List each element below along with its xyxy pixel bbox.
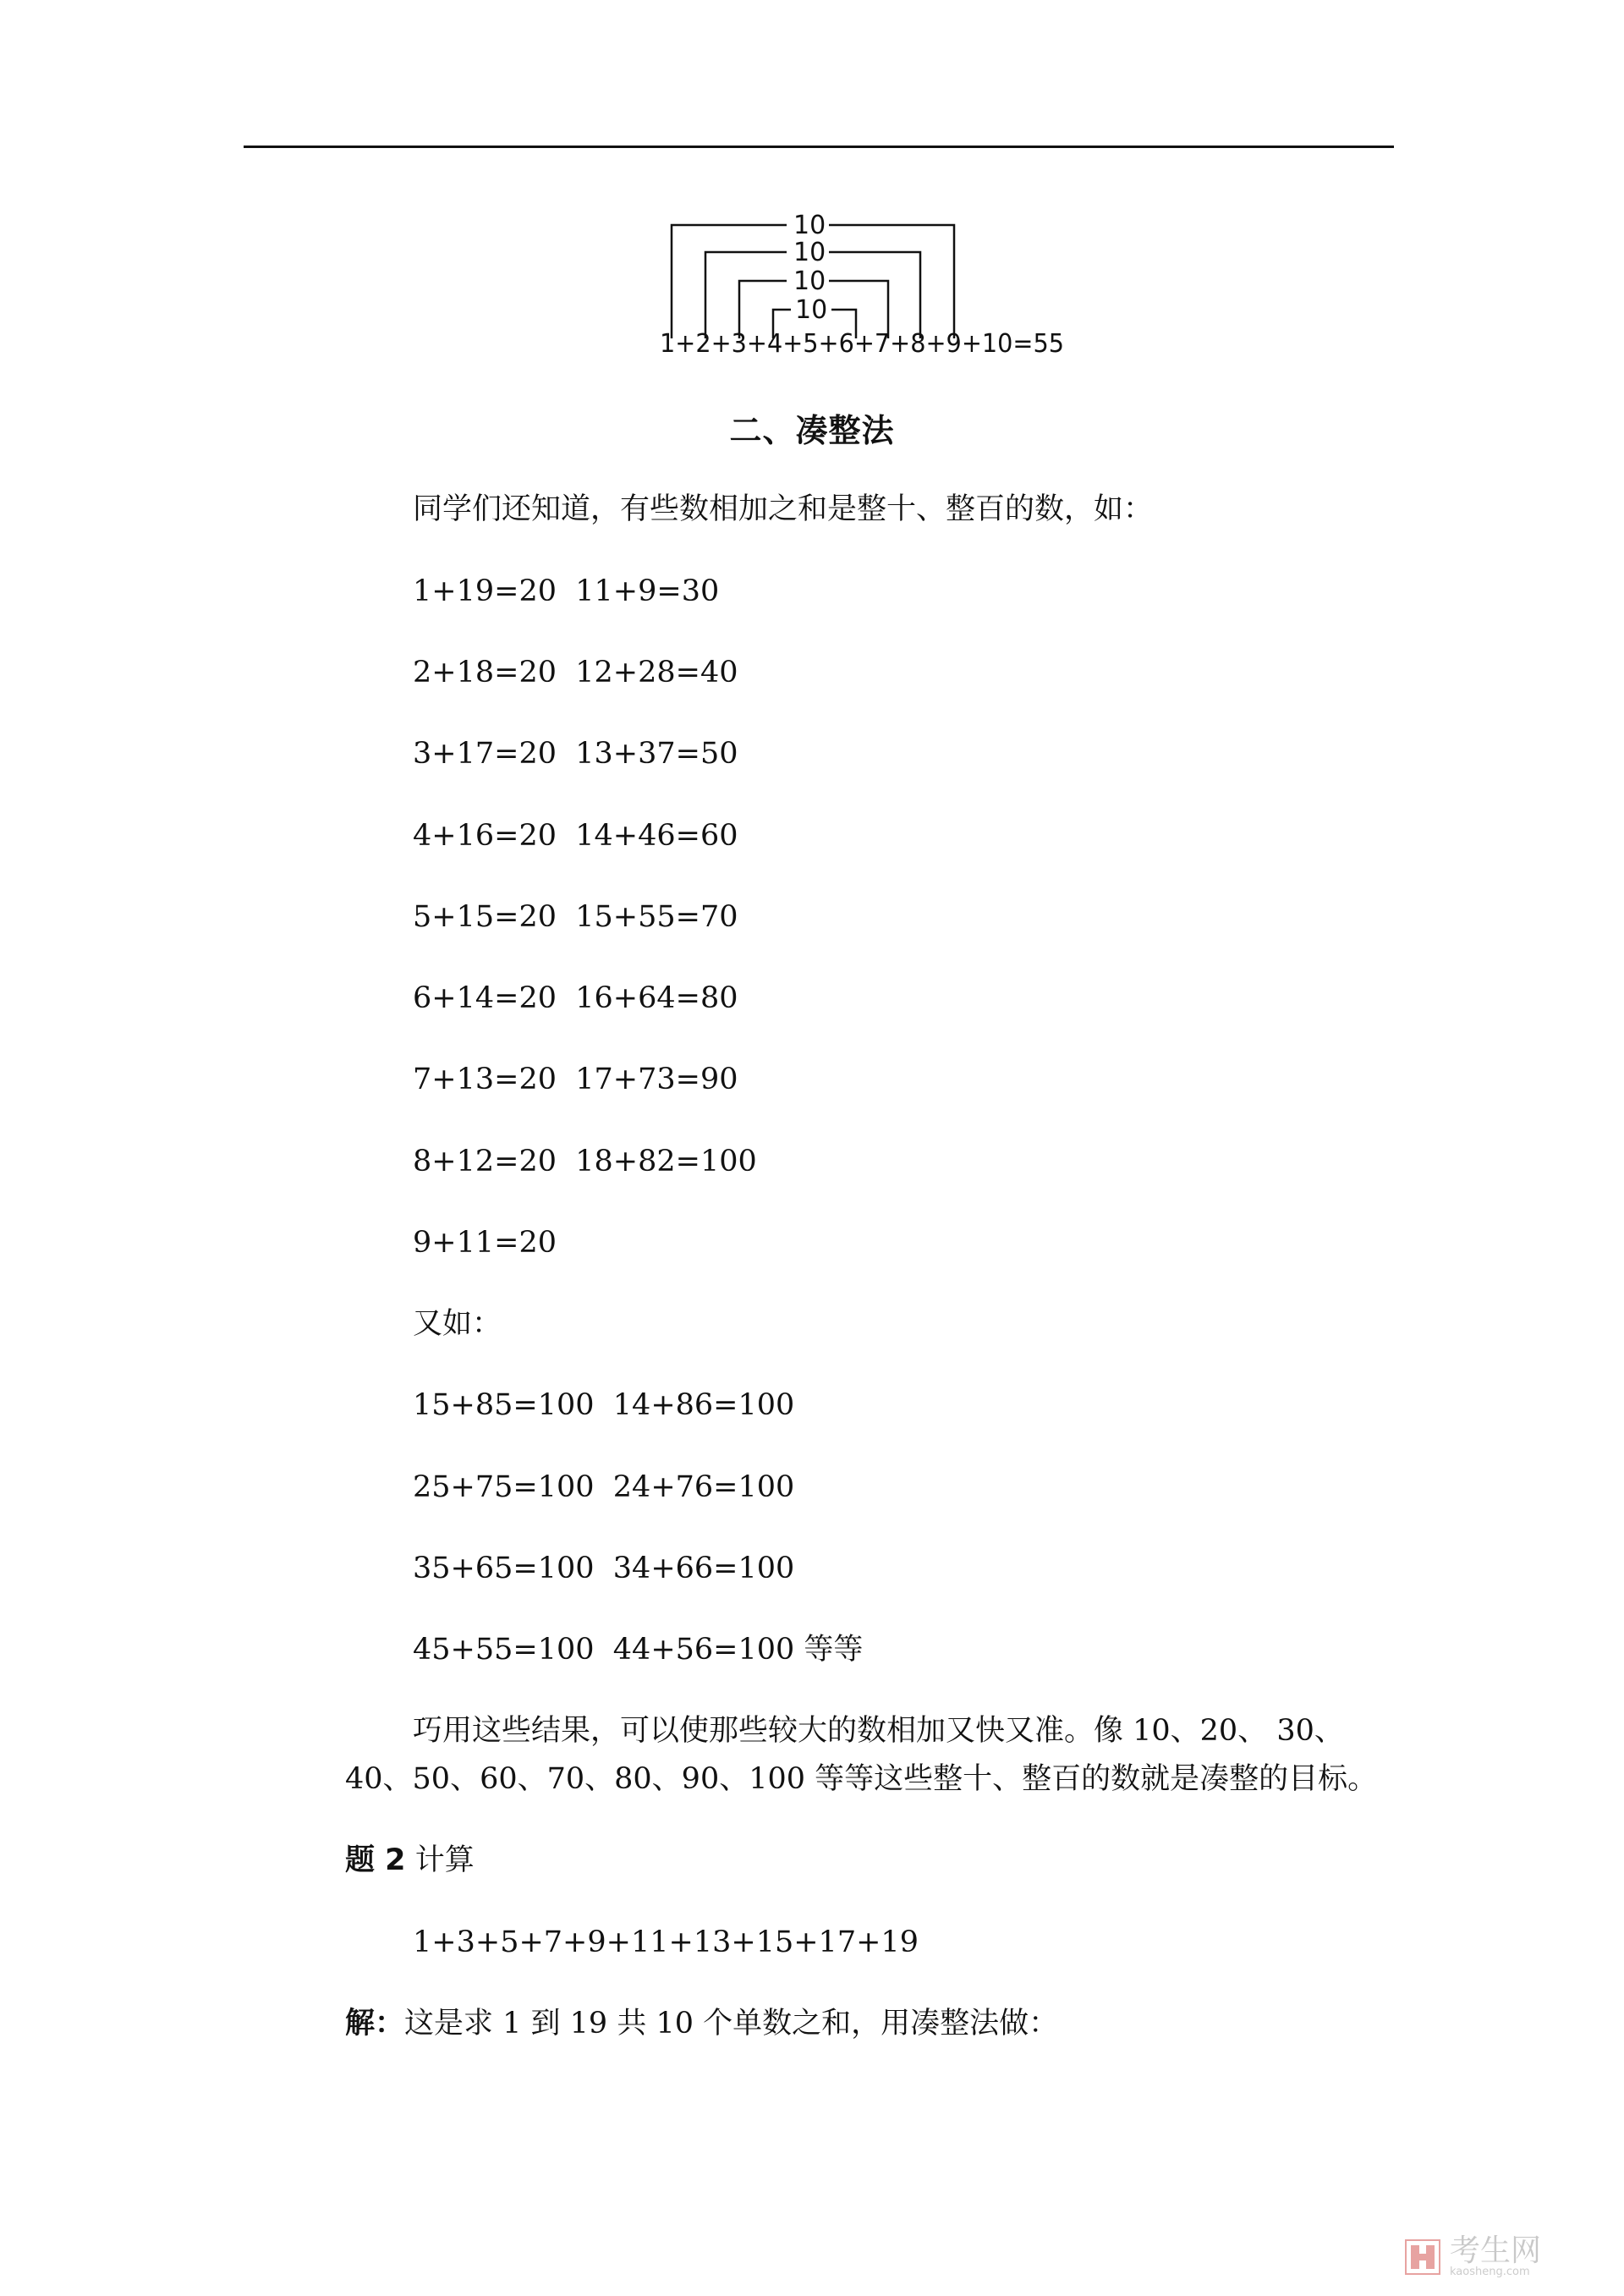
bracket-2-left [705,252,787,338]
sum-line: 5+15=20 15+55=70 [413,900,738,934]
also-label: 又如： [413,1307,502,1341]
problem-title: 计算 [414,1843,475,1877]
watermark-text: 考生网 [1450,2233,1542,2268]
paragraph-line-1: 巧用这些结果，可以使那些较大的数相加又快又准。像 10、20、 30、 [413,1714,1344,1748]
bracket-label-4: 10 [795,295,828,325]
sum-line: 9+11=20 [413,1226,557,1260]
hundred-line: 35+65=100 34+66=100 [413,1552,795,1585]
hundred-line: 45+55=100 44+56=100 等等 [413,1633,864,1667]
bracket-label-2: 10 [793,238,826,267]
solution-label: 解： [345,2007,405,2041]
header-rule [244,146,1394,148]
problem-label: 题 2 [345,1843,406,1877]
sum-line: 6+14=20 16+64=80 [413,981,738,1015]
solution-line [345,2003,1058,2044]
solution-text: 这是求 1 到 19 共 10 个单数之和，用凑整法做： [404,2007,1059,2041]
watermark-logo [1404,2233,1607,2281]
bracket-label-1: 10 [793,211,826,240]
kaosheng-logo-icon [1404,2238,1441,2276]
bracket-label-3: 10 [793,266,826,296]
intro-text: 同学们还知道，有些数相加之和是整十、整百的数，如： [413,492,1154,526]
section-title: 二、凑整法 [729,412,895,449]
sum-line: 1+19=20 11+9=30 [413,574,720,608]
pairing-diagram-svg [660,203,1083,364]
watermark-text-block [1450,2233,1542,2278]
pairing-diagram [660,203,1083,364]
bracket-2-right [829,252,920,338]
sum-line: 4+16=20 14+46=60 [413,819,738,853]
problem-expression: 1+3+5+7+9+11+13+15+17+19 [413,1925,919,1959]
sum-line: 7+13=20 17+73=90 [413,1063,738,1096]
problem-heading [345,1840,475,1881]
sum-line: 2+18=20 12+28=40 [413,656,738,689]
hundred-line: 25+75=100 24+76=100 [413,1470,795,1504]
hundred-line: 15+85=100 14+86=100 [413,1388,795,1422]
sum-line: 8+12=20 18+82=100 [413,1145,757,1178]
paragraph-line-2: 40、50、60、70、80、90、100 等等这些整十、整百的数就是凑整的目标。 [345,1762,1378,1796]
diagram-equation: 1+2+3+4+5+6+7+8+9+10=55 [660,329,1064,359]
sum-line: 3+17=20 13+37=50 [413,737,738,771]
watermark-subtext: kaosheng.com [1450,2266,1530,2278]
